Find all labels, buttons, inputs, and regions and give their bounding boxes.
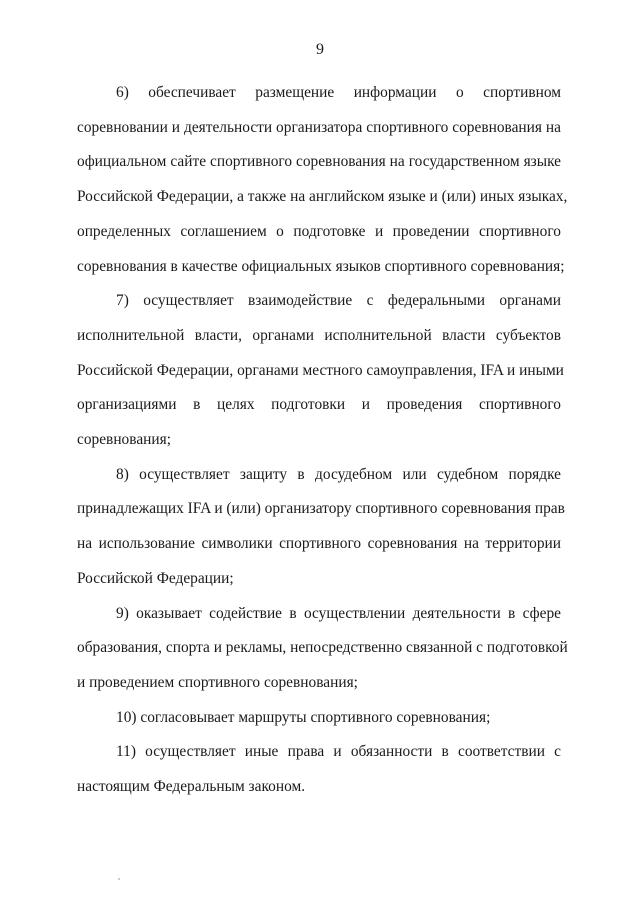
paragraph-item-10 [77, 701, 561, 736]
text-line: 6) обеспечивает размещение информации о спортивном [116, 84, 561, 101]
paragraph-item-7 [77, 284, 564, 458]
paragraph-item-11 [77, 735, 561, 804]
text-line: образования, спорта и рекламы, непосредственно связанной с подготовкой [77, 639, 568, 657]
text-line: соревновании и деятельности организатора спортивного соревнования на [77, 118, 561, 136]
page-number: 9 [316, 41, 324, 58]
scan-dot [118, 878, 120, 880]
text-line: организациями в целях подготовки и проведения спортивного [77, 396, 561, 414]
text-line: на использование символики спортивного соревнования на территории [77, 535, 561, 553]
paragraph-item-9 [77, 597, 568, 701]
text-line: определенных соглашением о подготовке и проведении спортивного [77, 222, 561, 240]
text-line: 8) осуществляет защиту в досудебном или судебном порядке [116, 465, 561, 483]
text-line: соревнования; [77, 431, 171, 449]
text-line: 7) осуществляет взаимодействие с федеральными органами [116, 292, 561, 310]
text-line: 11) осуществляет иные права и обязанности в соответствии с [116, 743, 561, 761]
text-line: исполнительной власти, органами исполнительной власти субъектов [77, 326, 561, 344]
text-line: официальном сайте спортивного соревнования на государственном языке [77, 153, 561, 171]
text-line: Российской Федерации, органами местного самоуправления, IFA и иными [77, 361, 564, 379]
paragraph-item-6 [77, 76, 568, 284]
paragraph-item-8 [77, 458, 565, 597]
text-line: Российской Федерации; [77, 569, 234, 587]
text-line: настоящим Федеральным законом. [77, 778, 306, 796]
text-line: соревнования в качестве официальных языков спортивного соревнования; [77, 257, 565, 275]
text-line: и проведением спортивного соревнования; [77, 673, 358, 691]
text-line: принадлежащих IFA и (или) организатору спортивного соревнования прав [77, 500, 565, 518]
text-line: 9) оказывает содействие в осуществлении деятельности в сфере [116, 604, 561, 622]
text-line: 10) согласовывает маршруты спортивного соревнования; [116, 708, 491, 726]
text-line: Российской Федерации, а также на английском языке и (или) иных языках, [77, 188, 568, 206]
document-body [77, 76, 568, 805]
